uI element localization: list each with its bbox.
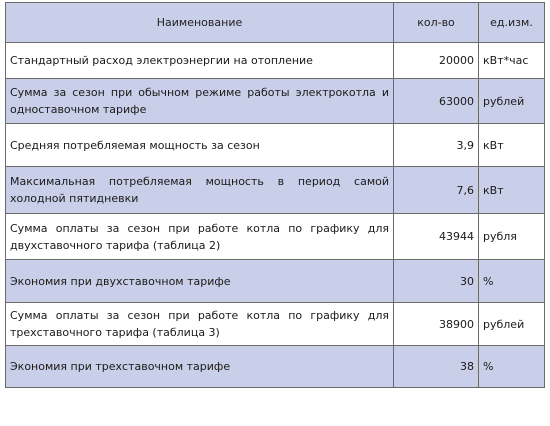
- tariff-table-container: [5, 2, 545, 388]
- row-name: Сумма оплаты за сезон при работе котла по графику для трехставочного тарифа (таблица 3): [6, 303, 394, 346]
- row-name: Экономия при двухставочном тарифе: [6, 260, 394, 303]
- row-qty: 3,9: [394, 124, 479, 167]
- row-name: Максимальная потребляемая мощность в период самой холодной пятидневки: [6, 167, 394, 214]
- table-row: [6, 79, 545, 124]
- row-qty: 63000: [394, 79, 479, 124]
- table-row: [6, 167, 545, 214]
- row-name: Стандартный расход электроэнергии на отопление: [6, 43, 394, 79]
- row-unit: кВт: [479, 167, 545, 214]
- row-unit: кВт*час: [479, 43, 545, 79]
- row-name: Средняя потребляемая мощность за сезон: [6, 124, 394, 167]
- table-row: [6, 260, 545, 303]
- header-qty: кол-во: [394, 3, 479, 43]
- row-qty: 38900: [394, 303, 479, 346]
- row-name: Экономия при трехставочном тарифе: [6, 346, 394, 388]
- table-header-row: [6, 3, 545, 43]
- row-unit: %: [479, 346, 545, 388]
- row-name: Сумма за сезон при обычном режиме работы электрокотла и одноставочном тарифе: [6, 79, 394, 124]
- row-unit: рублей: [479, 303, 545, 346]
- row-unit: кВт: [479, 124, 545, 167]
- row-unit: %: [479, 260, 545, 303]
- table-row: [6, 214, 545, 260]
- row-qty: 43944: [394, 214, 479, 260]
- row-unit: рублей: [479, 79, 545, 124]
- row-qty: 20000: [394, 43, 479, 79]
- row-qty: 38: [394, 346, 479, 388]
- table-row: [6, 43, 545, 79]
- row-qty: 7,6: [394, 167, 479, 214]
- row-name: Сумма оплаты за сезон при работе котла по графику для двухставочного тарифа (таблица 2): [6, 214, 394, 260]
- row-unit: рубля: [479, 214, 545, 260]
- table-row: [6, 346, 545, 388]
- row-qty: 30: [394, 260, 479, 303]
- header-name: Наименование: [6, 3, 394, 43]
- header-unit: ед.изм.: [479, 3, 545, 43]
- tariff-comparison-table: [5, 2, 545, 388]
- table-row: [6, 303, 545, 346]
- table-row: [6, 124, 545, 167]
